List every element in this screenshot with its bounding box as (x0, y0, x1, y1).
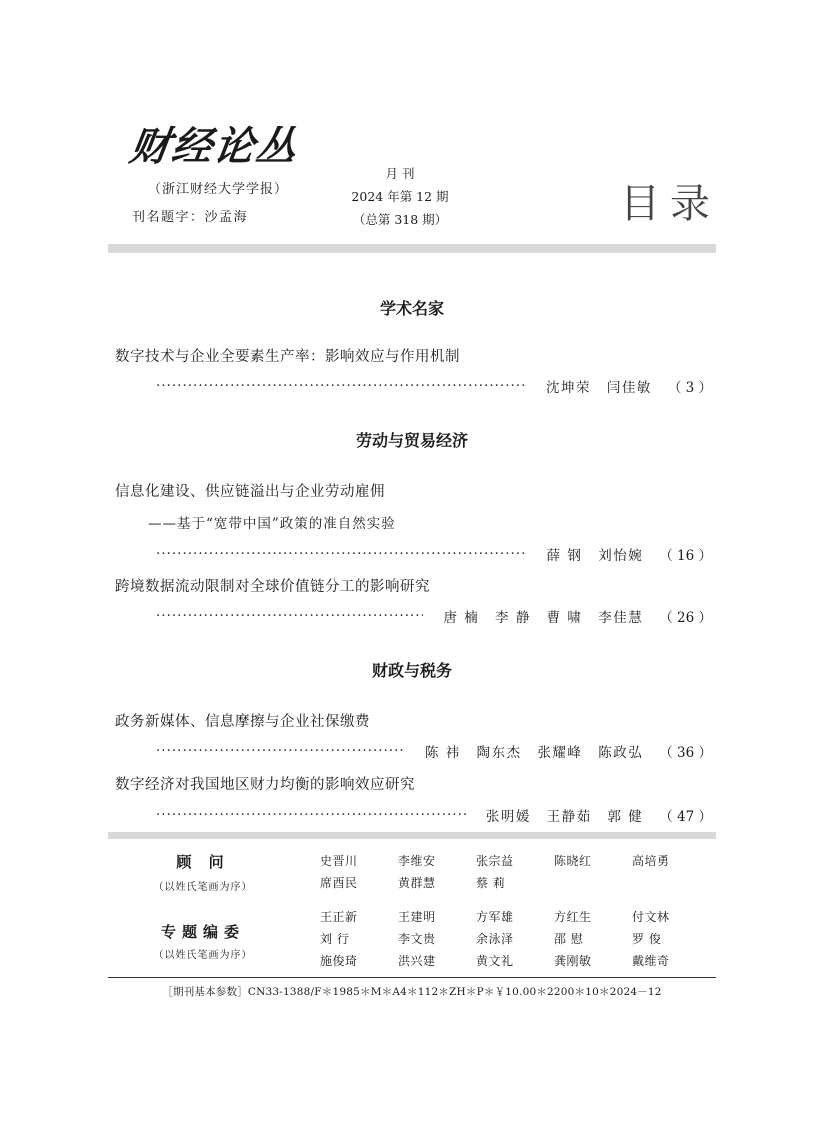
article-authors (527, 544, 644, 564)
footer-rule (108, 977, 716, 978)
editor-name: 邵 慰 (554, 932, 584, 946)
leader-dots (156, 743, 405, 759)
editors-names (320, 908, 710, 969)
author: 陈 祎 (425, 745, 461, 761)
leader-dots (156, 378, 526, 394)
editor-name: 方军雄 (476, 910, 514, 924)
leader-dots (156, 608, 423, 624)
advisors-note: （以姓氏笔画为序） (153, 882, 253, 893)
author: 李佳慧 (598, 610, 644, 626)
advisor-name: 黄群慧 (398, 876, 436, 890)
author: 沈坤荣 (546, 380, 592, 396)
advisors-label: 顾 问 (176, 853, 230, 871)
article-authors (466, 805, 643, 825)
advisor-name: 李维安 (398, 854, 436, 868)
author: 张耀峰 (537, 745, 583, 761)
author: 唐 楠 (443, 610, 480, 626)
editor-name: 罗 俊 (632, 932, 662, 946)
article-authors (526, 376, 652, 396)
editors-label: 专题编委 (160, 923, 245, 941)
editor-name: 王建明 (398, 910, 436, 924)
article-title[interactable]: 政务新媒体、信息摩擦与企业社保缴费 (115, 714, 370, 730)
article-title[interactable]: 跨境数据流动限制对全球价值链分工的影响研究 (115, 579, 430, 595)
editor-name: 王正新 (320, 910, 358, 924)
section-heading: 财政与税务 (371, 661, 452, 680)
author: 曹 啸 (546, 610, 583, 626)
author: 张明媛 (485, 809, 531, 825)
author: 李 静 (495, 610, 531, 626)
total-issue: （总第 318 期） (352, 212, 448, 227)
editor-name: 黄文礼 (476, 954, 514, 968)
issue-number: 2024 年第 12 期 (351, 189, 449, 204)
top-divider (108, 244, 716, 253)
author: 郭 健 (607, 809, 644, 825)
calligrapher-credit: 刊名题字：沙孟海 (132, 210, 249, 225)
advisor-name: 陈晓红 (554, 854, 592, 868)
author: 薛 钢 (546, 548, 583, 564)
editor-name: 李文贵 (398, 932, 436, 946)
article-authors (423, 606, 643, 626)
page-number[interactable]: （ 3 ） (667, 380, 712, 396)
journal-logo: 财经论丛 (126, 123, 302, 170)
bottom-divider (108, 832, 716, 839)
article-authors (405, 741, 643, 761)
page-number[interactable]: （ 26 ） (659, 610, 712, 626)
journal-subtitle: （浙江财经大学学报） (148, 182, 289, 197)
article-title[interactable]: 数字经济对我国地区财力均衡的影响效应研究 (115, 777, 415, 793)
section-heading: 劳动与贸易经济 (355, 431, 468, 450)
editor-name: 余泳泽 (476, 932, 514, 946)
advisor-name: 张宗益 (476, 854, 514, 868)
leader-dots (156, 807, 466, 823)
article-leader (156, 741, 712, 761)
advisors-names (320, 852, 710, 891)
page-number[interactable]: （ 47 ） (659, 809, 712, 825)
article-leader (156, 376, 712, 396)
article-leader (156, 606, 712, 626)
journal-parameters: ［期刊基本参数］CN33-1388/F＊1985＊M＊A4＊112＊ZH＊P＊￥10.00＊2200＊10＊2024－12 (162, 986, 662, 998)
page-number[interactable]: （ 16 ） (659, 548, 712, 564)
article-title[interactable]: 信息化建设、供应链溢出与企业劳动雇佣 (115, 484, 385, 500)
editors-note: （以姓氏笔画为序） (153, 950, 253, 961)
frequency: 月 刊 (385, 166, 415, 181)
editor-name: 施俊琦 (320, 954, 358, 968)
author: 王静茹 (546, 809, 592, 825)
article-subtitle: ——基于“宽带中国”政策的准自然实验 (148, 516, 396, 532)
author: 陶东杰 (476, 745, 522, 761)
author: 刘怡婉 (598, 548, 644, 564)
editor-name: 洪兴建 (398, 954, 436, 968)
article-title[interactable]: 数字技术与企业全要素生产率：影响效应与作用机制 (115, 349, 460, 365)
advisor-name: 蔡 莉 (476, 876, 506, 890)
author: 闫佳敏 (606, 380, 652, 396)
editor-name: 付文林 (632, 910, 670, 924)
editor-name: 戴维奇 (632, 954, 670, 968)
toc-title: 目录 (620, 181, 720, 227)
leader-dots (156, 546, 527, 562)
article-leader (156, 544, 712, 564)
advisor-name: 史晋川 (320, 854, 358, 868)
article-leader (156, 805, 712, 825)
author: 陈政弘 (598, 745, 644, 761)
issue-info (340, 162, 460, 231)
advisor-name: 席酉民 (320, 876, 358, 890)
editor-name: 龚刚敏 (554, 954, 592, 968)
section-heading: 学术名家 (379, 299, 444, 318)
editor-name: 刘 行 (320, 932, 350, 946)
editor-name: 方红生 (554, 910, 592, 924)
page-number[interactable]: （ 36 ） (659, 745, 712, 761)
advisor-name: 高培勇 (632, 854, 670, 868)
